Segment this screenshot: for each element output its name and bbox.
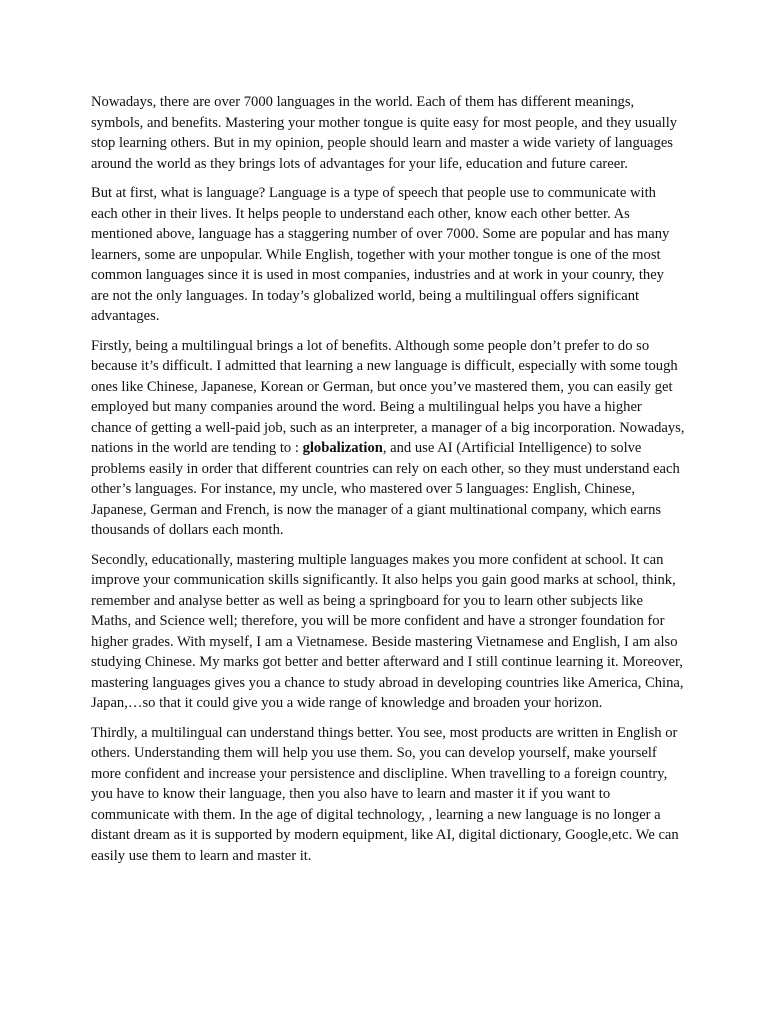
paragraph-firstly-part1: Firstly, being a multilingual brings a lot of benefits. Although some people don’t prefer to do so because it’s difficult. I admitted that learning a new language is difficult, especially with some tough ones like Chinese, Japanese, Korean or German, but once you’ve mastered them, you can easily get employed but many companies around the word. Being a multilingual helps you have a higher chance of getting a well-paid job, such as an interpreter, a manager of a big incorporation. Nowadays, nations in the world are tending to :	[91, 337, 685, 456]
document-body	[91, 92, 685, 875]
paragraph-firstly-part2: , and use AI (Artificial Intelligence) to solve problems easily in order that different countries can rely on each other, so they must understand each other’s languages. For instance, my uncle, who mastered over 5 languages: English, Chinese, Japanese, German and French, is now the manager of a giant multinational company, which earns thousands of dollars each month.	[91, 440, 680, 538]
keyword-globalization: globalization	[302, 440, 383, 456]
paragraph-intro: Nowadays, there are over 7000 languages in the world. Each of them has different meanings, symbols, and benefits. Mastering your mother tongue is quite easy for most people, and they usually stop learning others. But in my opinion, people should learn and master a wide variety of languages around the world as they brings lots of advantages for your life, education and future career.	[91, 94, 678, 172]
paragraph-secondly: Secondly, educationally, mastering multiple languages makes you more confident at school. It can improve your communication skills significantly. It also helps you gain good marks at school, think, remember and analyse better as well as being a springboard for you to learn other subjects like Maths, and Science well; therefore, you will be more confident and have a stronger foundation for higher grades. With myself, I am a Vietnamese. Beside mastering Vietnamese and English, I am also studying Chinese. My marks got better and better afterward and I still continue learning it. Moreover, mastering languages gives you a chance to study abroad in developing countries like America, China, Japan,…so that it could give you a wide range of knowledge and broaden your horizon.	[91, 551, 684, 711]
paragraph-what-is-language: But at first, what is language? Language is a type of speech that people use to communicate with each other in their lives. It helps people to understand each other, know each other better. As mentioned above, language has a staggering number of over 7000. Some are popular and has many learners, some are unpopular. While English, together with your mother tongue is one of the most common languages since it is used in most companies, industries and at work in your counry, they are not the only languages. In today’s globalized world, being a multilingual offers significant advantages.	[91, 185, 670, 324]
paragraph-firstly	[91, 336, 685, 541]
paragraph-thirdly: Thirdly, a multilingual can understand things better. You see, most products are written in English or others. Understanding them will help you use them. So, you can develop yourself, make yourself more confident and increase your persistence and disclipline. When travelling to a foreign country, you have to know their language, then you also have to learn and master it if you want to communicate with them. In the age of digital technology, , learning a new language is no longer a distant dream as it is supported by modern equipment, like AI, digital dictionary, Google,etc. We can easily use them to learn and master it.	[91, 724, 679, 864]
